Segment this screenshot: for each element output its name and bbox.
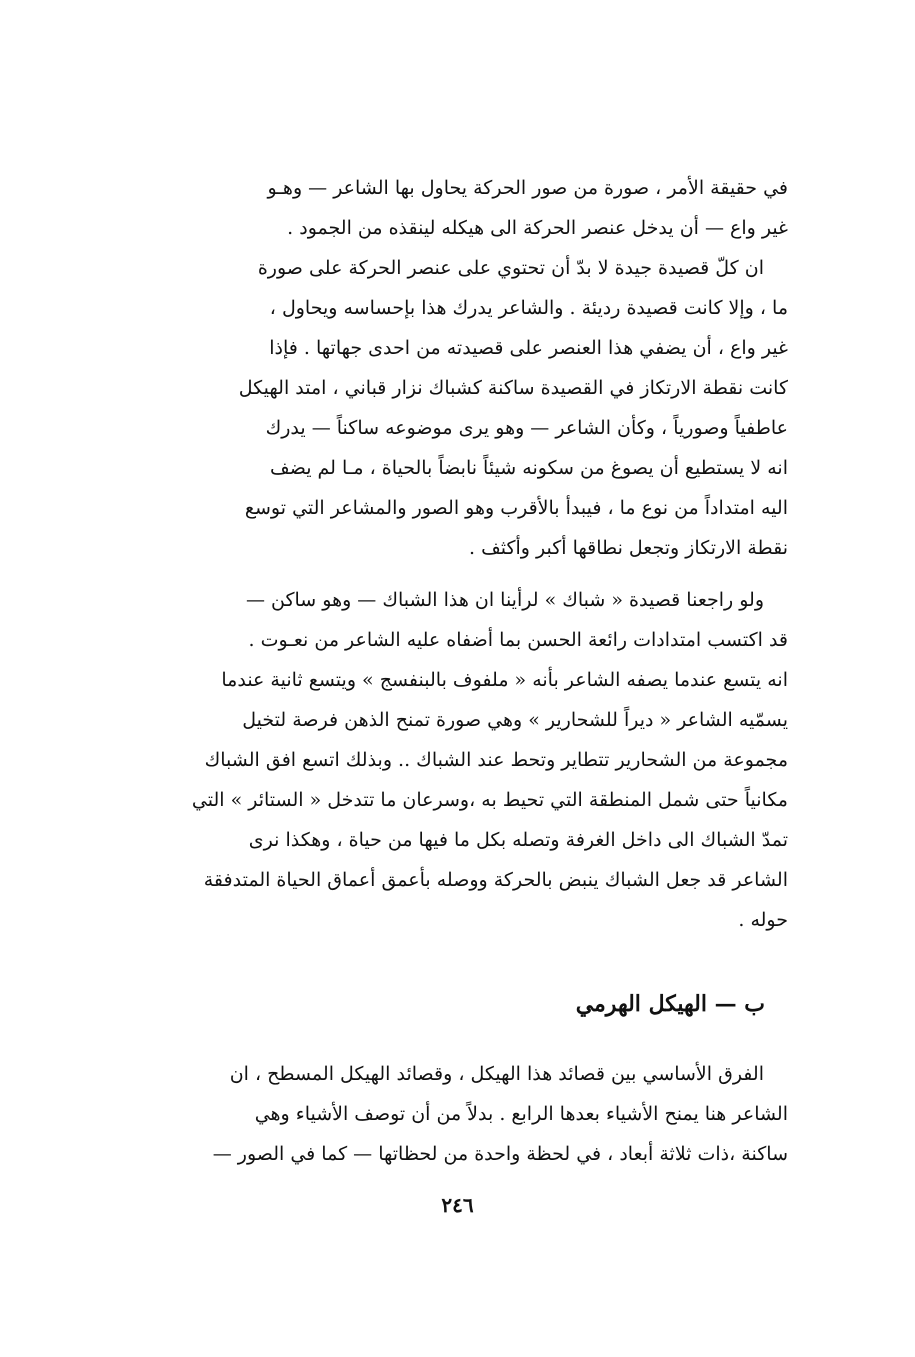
text-line: اليه امتداداً من نوع ما ، فيبدأ بالأقرب وهو الصور والمشاعر التي توسع (244, 497, 788, 519)
text-line: عاطفياً وصورياً ، وكأن الشاعر — وهو يرى موضوعه ساكناً — يدرك (265, 417, 788, 439)
text-line: ما ، وإلا كانت قصيدة رديئة . والشاعر يدرك هذا بإحساسه ويحاول ، (269, 297, 788, 319)
text-line: نقطة الارتكاز وتجعل نطاقها أكبر وأكثف . (468, 537, 788, 559)
text-line: ساكنة ،ذات ثلاثة أبعاد ، في لحظة واحدة من لحظاتها — كما في الصور — (212, 1143, 788, 1165)
page-number: ٢٤٦ (441, 1193, 474, 1217)
text-line: مجموعة من الشحارير تتطاير وتحط عند الشباك .. وبذلك اتسع افق الشباك (204, 749, 788, 771)
text-line: الشاعر قد جعل الشباك ينبض بالحركة ووصله بأعمق أعماق الحياة المتدفقة (203, 869, 788, 891)
text-line: غير واع ، أن يضفي هذا العنصر على قصيدته من احدى جهاتها . فإذا (269, 337, 788, 359)
section-heading: ب — الهيكل الهرمي (575, 991, 765, 1017)
paragraph-3 (118, 1054, 788, 1174)
text-line: في حقيقة الأمر ، صورة من صور الحركة يحاول بها الشاعر — وهـو (267, 177, 788, 199)
text-line: انه لا يستطيع أن يصوغ من سكونه شيئاً نابضاً بالحياة ، مـا لم يضف (270, 457, 788, 479)
text-line: مكانياً حتى شمل المنطقة التي تحيط به ،وسرعان ما تتدخل « الستائر » التي (191, 789, 788, 811)
text-line: الشاعر هنا يمنح الأشياء بعدها الرابع . بدلاً من أن توصف الأشياء وهي (254, 1103, 788, 1125)
text-line: غير واع — أن يدخل عنصر الحركة الى هيكله لينقذه من الجمود . (287, 217, 788, 239)
text-line: انه يتسع عندما يصفه الشاعر بأنه « ملفوف بالبنفسج » ويتسع ثانية عندما (221, 669, 788, 691)
text-line: حوله . (738, 909, 788, 931)
text-line: تمدّ الشباك الى داخل الغرفة وتصله بكل ما فيها من حياة ، وهكذا نرى (248, 829, 788, 851)
text-line: الفرق الأساسي بين قصائد هذا الهيكل ، وقصائد الهيكل المسطح ، ان (229, 1063, 764, 1085)
text-line: قد اكتسب امتدادات رائعة الحسن بما أضفاه عليه الشاعر من نعـوت . (248, 629, 788, 651)
text-line: كانت نقطة الارتكاز في القصيدة ساكنة كشباك نزار قباني ، امتد الهيكل (238, 377, 788, 399)
text-line: ولو راجعنا قصيدة « شباك » لرأينا ان هذا الشباك — وهو ساكن — (245, 589, 764, 611)
paragraph-2 (118, 580, 788, 940)
text-line: ان كلّ قصيدة جيدة لا بدّ أن تحتوي على عنصر الحركة على صورة (257, 257, 764, 279)
text-line: يسمّيه الشاعر « ديراً للشحارير » وهي صورة تمنح الذهن فرصة لتخيل (242, 709, 788, 731)
paragraph-1 (118, 168, 788, 568)
